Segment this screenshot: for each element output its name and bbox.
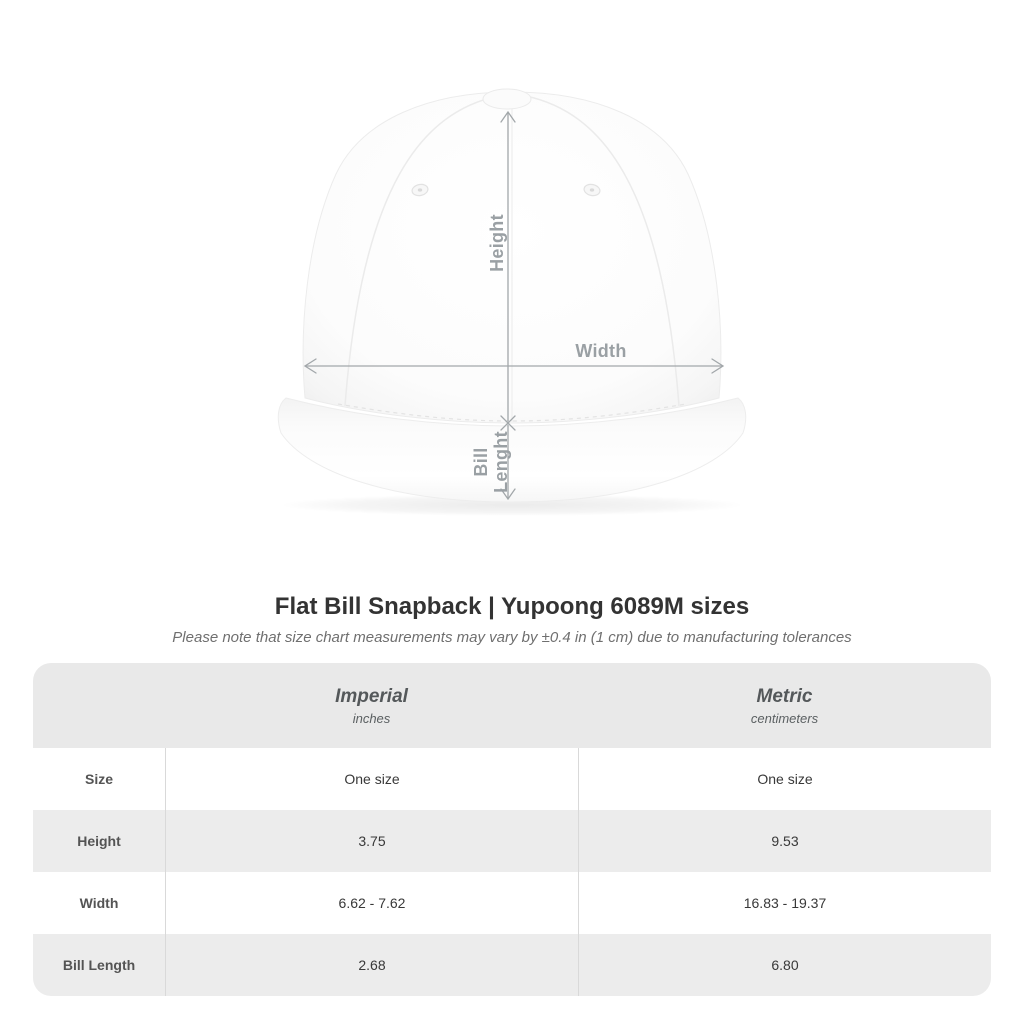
metric-header-title: Metric	[756, 685, 813, 707]
metric-value: One size	[578, 748, 991, 810]
table-row-height	[33, 810, 991, 872]
imperial-header-subtitle: inches	[352, 710, 391, 726]
metric-value: 6.80	[578, 934, 991, 996]
row-label: Bill Length	[62, 957, 136, 973]
metric-header-cell	[578, 663, 991, 748]
metric-value: 16.83 - 19.37	[578, 872, 991, 934]
width-label: Width	[575, 341, 627, 361]
metric-header-subtitle: centimeters	[750, 710, 819, 726]
imperial-value: 3.75	[165, 810, 578, 872]
table-row-bill-length	[33, 934, 991, 996]
table-row-width	[33, 872, 991, 934]
heading-block	[0, 593, 1024, 647]
row-label: Width	[79, 895, 119, 911]
row-label: Size	[84, 771, 113, 787]
size-chart-table	[33, 663, 991, 996]
page-title: Flat Bill Snapback | Yupoong 6089M sizes	[274, 593, 750, 620]
bill-length-label-line2: Lenght	[491, 431, 511, 493]
metric-value: 9.53	[578, 810, 991, 872]
imperial-value: One size	[165, 748, 578, 810]
top-button	[483, 89, 531, 109]
height-label: Height	[487, 214, 507, 272]
bill-length-label-line1: Bill	[471, 447, 491, 477]
table-row-size	[33, 748, 991, 810]
row-label: Height	[77, 833, 121, 849]
tolerance-note: Please note that size chart measurements may vary by ±0.4 in (1 cm) due to manufacturing tolerances	[172, 629, 852, 646]
imperial-header-cell	[165, 663, 578, 748]
table-header-row	[33, 663, 991, 748]
imperial-value: 2.68	[165, 934, 578, 996]
imperial-header-title: Imperial	[335, 685, 408, 707]
imperial-value: 6.62 - 7.62	[165, 872, 578, 934]
header-spacer-cell	[33, 663, 165, 748]
